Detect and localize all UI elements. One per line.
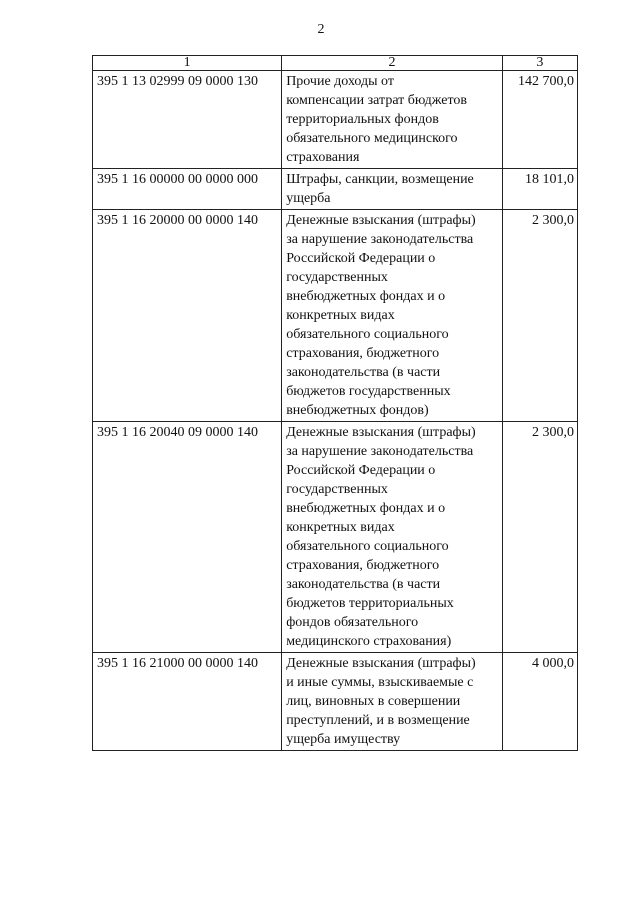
- description-line: обязательного социального: [286, 327, 449, 342]
- description-line: бюджетов территориальных: [286, 596, 454, 611]
- description-line: Денежные взыскания (штрафы): [286, 213, 476, 228]
- budget-code: 395 1 13 02999 09 0000 130: [93, 71, 282, 169]
- description-line: территориальных фондов: [286, 112, 439, 127]
- amount: 142 700,0: [502, 71, 577, 169]
- description: [282, 653, 503, 751]
- description-line: бюджетов государственных: [286, 384, 451, 399]
- description-line: внебюджетных фондов): [286, 403, 429, 418]
- description-line: конкретных видах: [286, 308, 395, 323]
- table-row: [93, 653, 578, 751]
- description-line: лиц, виновных в совершении: [286, 694, 461, 709]
- budget-code: 395 1 16 00000 00 0000 000: [93, 169, 282, 210]
- budget-code: 395 1 16 21000 00 0000 140: [93, 653, 282, 751]
- description-line: Российской Федерации о: [286, 463, 436, 478]
- description-line: Российской Федерации о: [286, 251, 436, 266]
- column-header-3: 3: [502, 56, 577, 71]
- amount: 2 300,0: [502, 210, 577, 422]
- description-line: за нарушение законодательства: [286, 444, 474, 459]
- amount: 4 000,0: [502, 653, 577, 751]
- table-row: [93, 422, 578, 653]
- description-line: страхования, бюджетного: [286, 558, 440, 573]
- page-number: 2: [317, 22, 325, 37]
- description-line: внебюджетных фондах и о: [286, 289, 446, 304]
- description-line: фондов обязательного: [286, 615, 419, 630]
- description-line: внебюджетных фондах и о: [286, 501, 446, 516]
- description-line: страхования: [286, 150, 360, 165]
- description-line: обязательного социального: [286, 539, 449, 554]
- table-body: [93, 71, 578, 751]
- table-row: [93, 71, 578, 169]
- description-line: законодательства (в части: [286, 365, 441, 380]
- description-line: конкретных видах: [286, 520, 395, 535]
- description-line: страхования, бюджетного: [286, 346, 440, 361]
- amount: 18 101,0: [502, 169, 577, 210]
- description-line: и иные суммы, взыскиваемые с: [286, 675, 474, 690]
- description-line: Денежные взыскания (штрафы): [286, 425, 476, 440]
- header-row: [93, 56, 578, 71]
- description-line: преступлений, и в возмещение: [286, 713, 470, 728]
- description-line: ущерба имуществу: [286, 732, 401, 747]
- description-line: Денежные взыскания (штрафы): [286, 656, 476, 671]
- description-line: законодательства (в части: [286, 577, 441, 592]
- amount: 2 300,0: [502, 422, 577, 653]
- description: [282, 169, 503, 210]
- description-line: государственных: [286, 482, 388, 497]
- description: [282, 422, 503, 653]
- description-line: государственных: [286, 270, 388, 285]
- budget-table: [92, 55, 578, 751]
- table-header: [93, 56, 578, 71]
- table-row: [93, 210, 578, 422]
- description-line: за нарушение законодательства: [286, 232, 474, 247]
- table-row: [93, 169, 578, 210]
- column-header-2: 2: [282, 56, 503, 71]
- budget-code: 395 1 16 20000 00 0000 140: [93, 210, 282, 422]
- description-line: компенсации затрат бюджетов: [286, 93, 468, 108]
- description-line: обязательного медицинского: [286, 131, 458, 146]
- description-line: Штрафы, санкции, возмещение: [286, 172, 474, 187]
- column-header-1: 1: [93, 56, 282, 71]
- description: [282, 210, 503, 422]
- description-line: ущерба: [286, 191, 331, 206]
- budget-code: 395 1 16 20040 09 0000 140: [93, 422, 282, 653]
- description: [282, 71, 503, 169]
- description-line: Прочие доходы от: [286, 74, 394, 89]
- description-line: медицинского страхования): [286, 634, 452, 649]
